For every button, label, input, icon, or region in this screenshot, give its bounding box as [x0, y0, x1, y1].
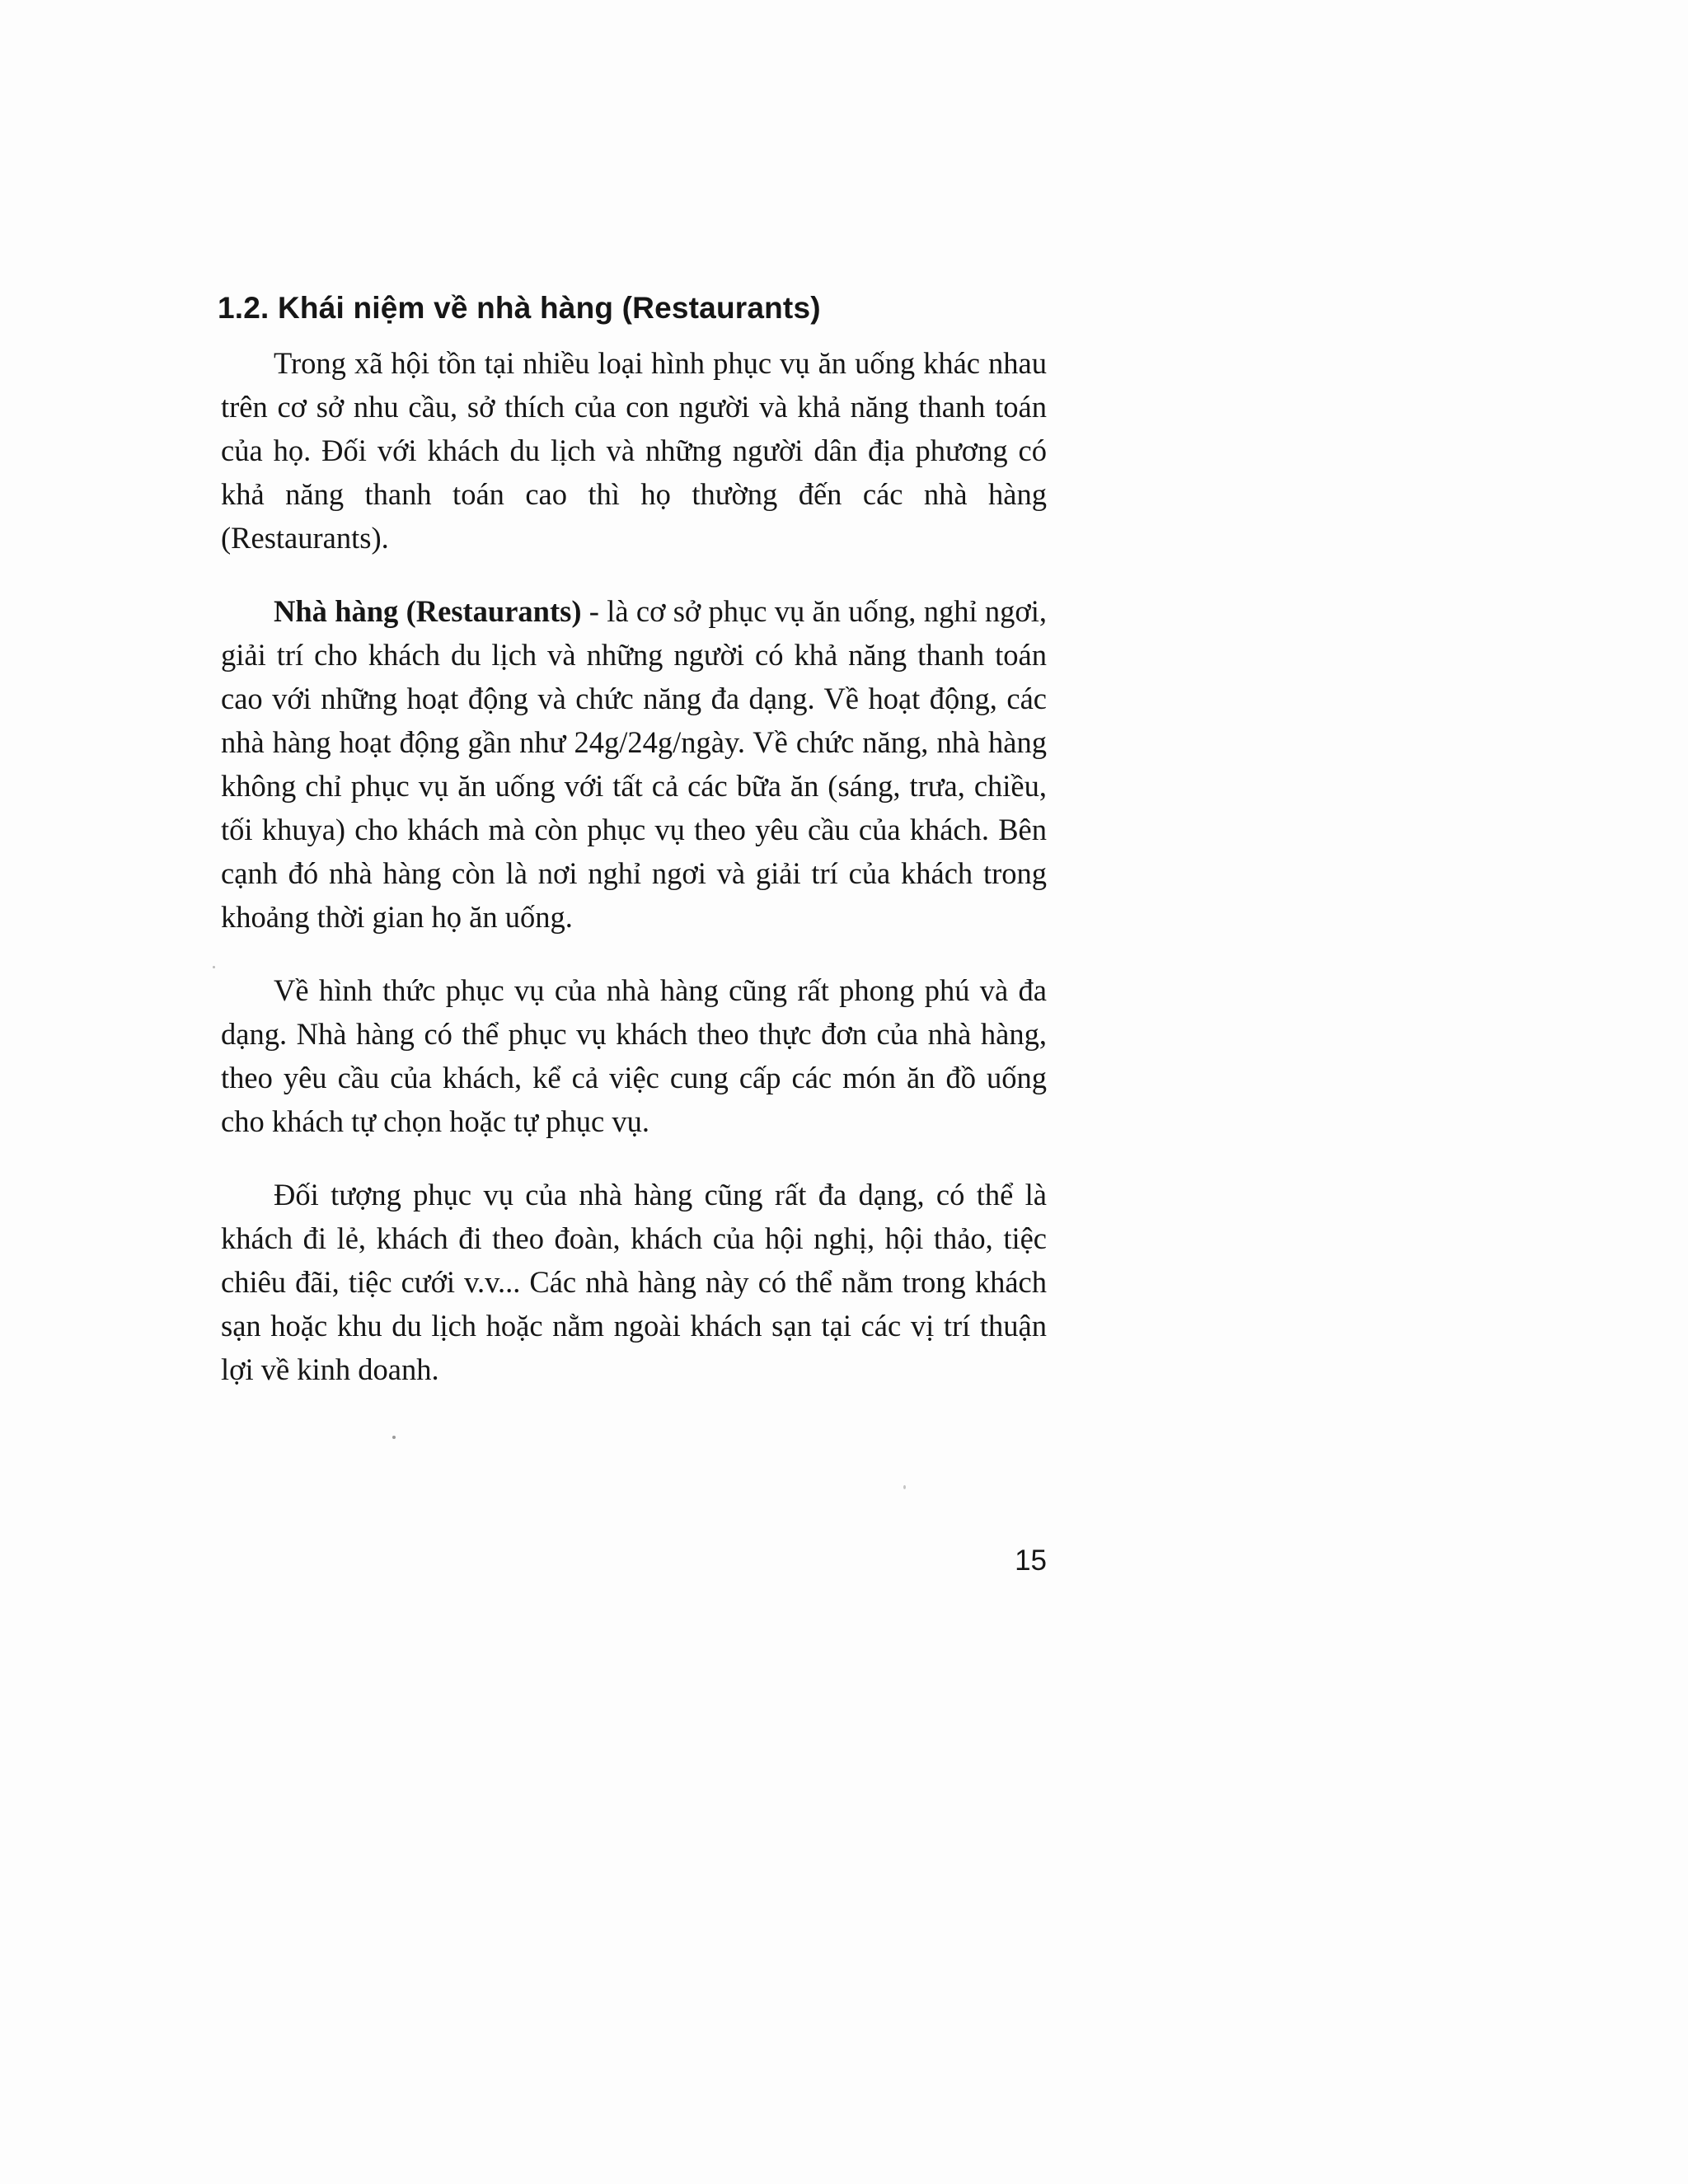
paragraph-intro: Trong xã hội tồn tại nhiều loại hình phục vụ ăn uống khác nhau trên cơ sở nhu cầu, sở thích của con người và khả năng thanh toán của họ. Đối với khách du lịch và những người dân địa phương có khả năng thanh toán cao thì họ thường đến các nhà hàng (Restaurants). [221, 346, 1047, 555]
paragraph-service-forms: Về hình thức phục vụ của nhà hàng cũng rất phong phú và đa dạng. Nhà hàng có thể phục vụ khách theo thực đơn của nhà hàng, theo yêu cầu của khách, kể cả việc cung cấp các món ăn đồ uống cho khách tự chọn hoặc tự phục vụ. [221, 973, 1047, 1138]
paragraph-definition [221, 589, 1047, 939]
defined-term: Nhà hàng (Restaurants) [274, 594, 582, 628]
scan-speck [903, 1485, 906, 1489]
scan-speck [213, 966, 215, 968]
paragraph-customers: Đối tượng phục vụ của nhà hàng cũng rất đa dạng, có thể là khách đi lẻ, khách đi theo đoàn, khách của hội nghị, hội thảo, tiệc chiêu đãi, tiệc cưới v.v... Các nhà hàng này có thể nằm trong khách sạn hoặc khu du lịch hoặc nằm ngoài khách sạn tại các vị trí thuận lợi về kinh doanh. [221, 1178, 1047, 1386]
page-number: 15 [1015, 1544, 1047, 1577]
scan-speck [392, 1436, 396, 1439]
page-body [218, 287, 1047, 1421]
section-heading: 1.2. Khái niệm về nhà hàng (Restaurants) [218, 291, 821, 325]
definition-text: - là cơ sở phục vụ ăn uống, nghỉ ngơi, giải trí cho khách du lịch và những người có khả năng thanh toán cao với những hoạt động và chức năng đa dạng. Về hoạt động, các nhà hàng hoạt động gần như 24g/24g/ngày. Về chức năng, nhà hàng không chỉ phục vụ ăn uống với tất cả các bữa ăn (sáng, trưa, chiều, tối khuya) cho khách mà còn phục vụ theo yêu cầu của khách. Bên cạnh đó nhà hàng còn là nơi nghỉ ngơi và giải trí của khách trong khoảng thời gian họ ăn uống. [221, 594, 1047, 934]
